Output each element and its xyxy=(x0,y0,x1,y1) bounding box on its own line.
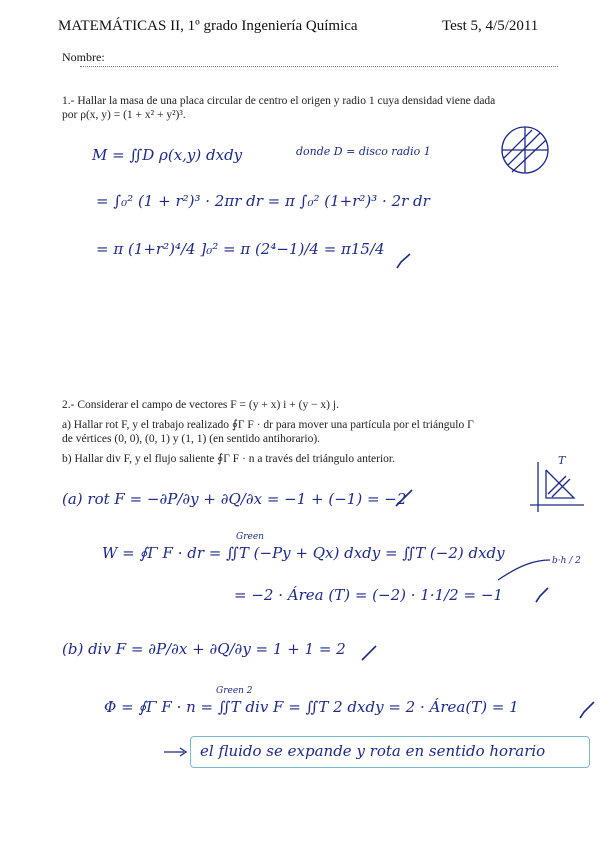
disc-sketch xyxy=(502,127,548,173)
conclusion-arrow xyxy=(164,748,186,756)
name-label: Nombre: xyxy=(62,50,105,64)
p2a-work: W = ∮Γ F · dr = ∬T (−Py + Qx) dxdy = ∬T (−2) dxdy xyxy=(102,544,505,562)
p1-polar-integral: = ∫₀² (1 + r²)³ · 2πr dr = π ∫₀² (1+r²)³ · 2r dr xyxy=(96,192,430,210)
side-note-arrow xyxy=(498,560,550,580)
problem1-statement-line2: por ρ(x, y) = (1 + x² + y²)³. xyxy=(62,109,186,121)
p2a-green-label: Green xyxy=(236,532,264,542)
p2b-flux: Φ = ∮Γ F · n = ∬T div F = ∬T 2 dxdy = 2 · Área(T) = 1 xyxy=(104,698,519,716)
p2a-rot: (a) rot F = −∂P/∂y + ∂Q/∂x = −1 + (−1) = −2 xyxy=(62,490,407,508)
exam-title: MATEMÁTICAS II, 1º grado Ingeniería Química xyxy=(58,18,358,34)
check-marks xyxy=(362,254,594,718)
triangle-label: T xyxy=(558,454,566,467)
p1-domain-note: donde D = disco radio 1 xyxy=(296,145,431,158)
triangle-sketch xyxy=(530,462,584,512)
problem2-statement-line1: 2.- Considerar el campo de vectores F = (y + x) i + (y − x) j. xyxy=(62,399,339,411)
problem1-statement-line1: 1.- Hallar la masa de una placa circular de centro el origen y radio 1 cuya densidad viene dada xyxy=(62,95,496,107)
test-date: Test 5, 4/5/2011 xyxy=(442,18,539,34)
p2b-conclusion: el fluido se expande y rota en sentido horario xyxy=(200,742,546,760)
problem2-statement-a2: de vértices (0, 0), (0, 1) y (1, 1) (en sentido antihorario). xyxy=(62,433,321,445)
p1-mass-integral: M = ∬D ρ(x,y) dxdy xyxy=(92,146,243,164)
p1-result: = π (1+r²)⁴/4 ]₀² = π (2⁴−1)/4 = π15/4 xyxy=(96,240,385,258)
p2b-div: (b) div F = ∂P/∂x + ∂Q/∂y = 1 + 1 = 2 xyxy=(62,640,346,658)
problem2-statement-a1: a) Hallar rot F, y el trabajo realizado ∮Γ F · dr para mover una partícula por el triángulo Γ xyxy=(62,419,474,431)
p2a-area: = −2 · Área (T) = (−2) · 1·1/2 = −1 xyxy=(234,586,503,604)
p2b-green-label: Green 2 xyxy=(216,686,253,696)
p2a-side-note: b·h / 2 xyxy=(552,556,581,566)
problem2-statement-b: b) Hallar div F, y el flujo saliente ∮Γ F · n a través del triángulo anterior. xyxy=(62,453,395,465)
